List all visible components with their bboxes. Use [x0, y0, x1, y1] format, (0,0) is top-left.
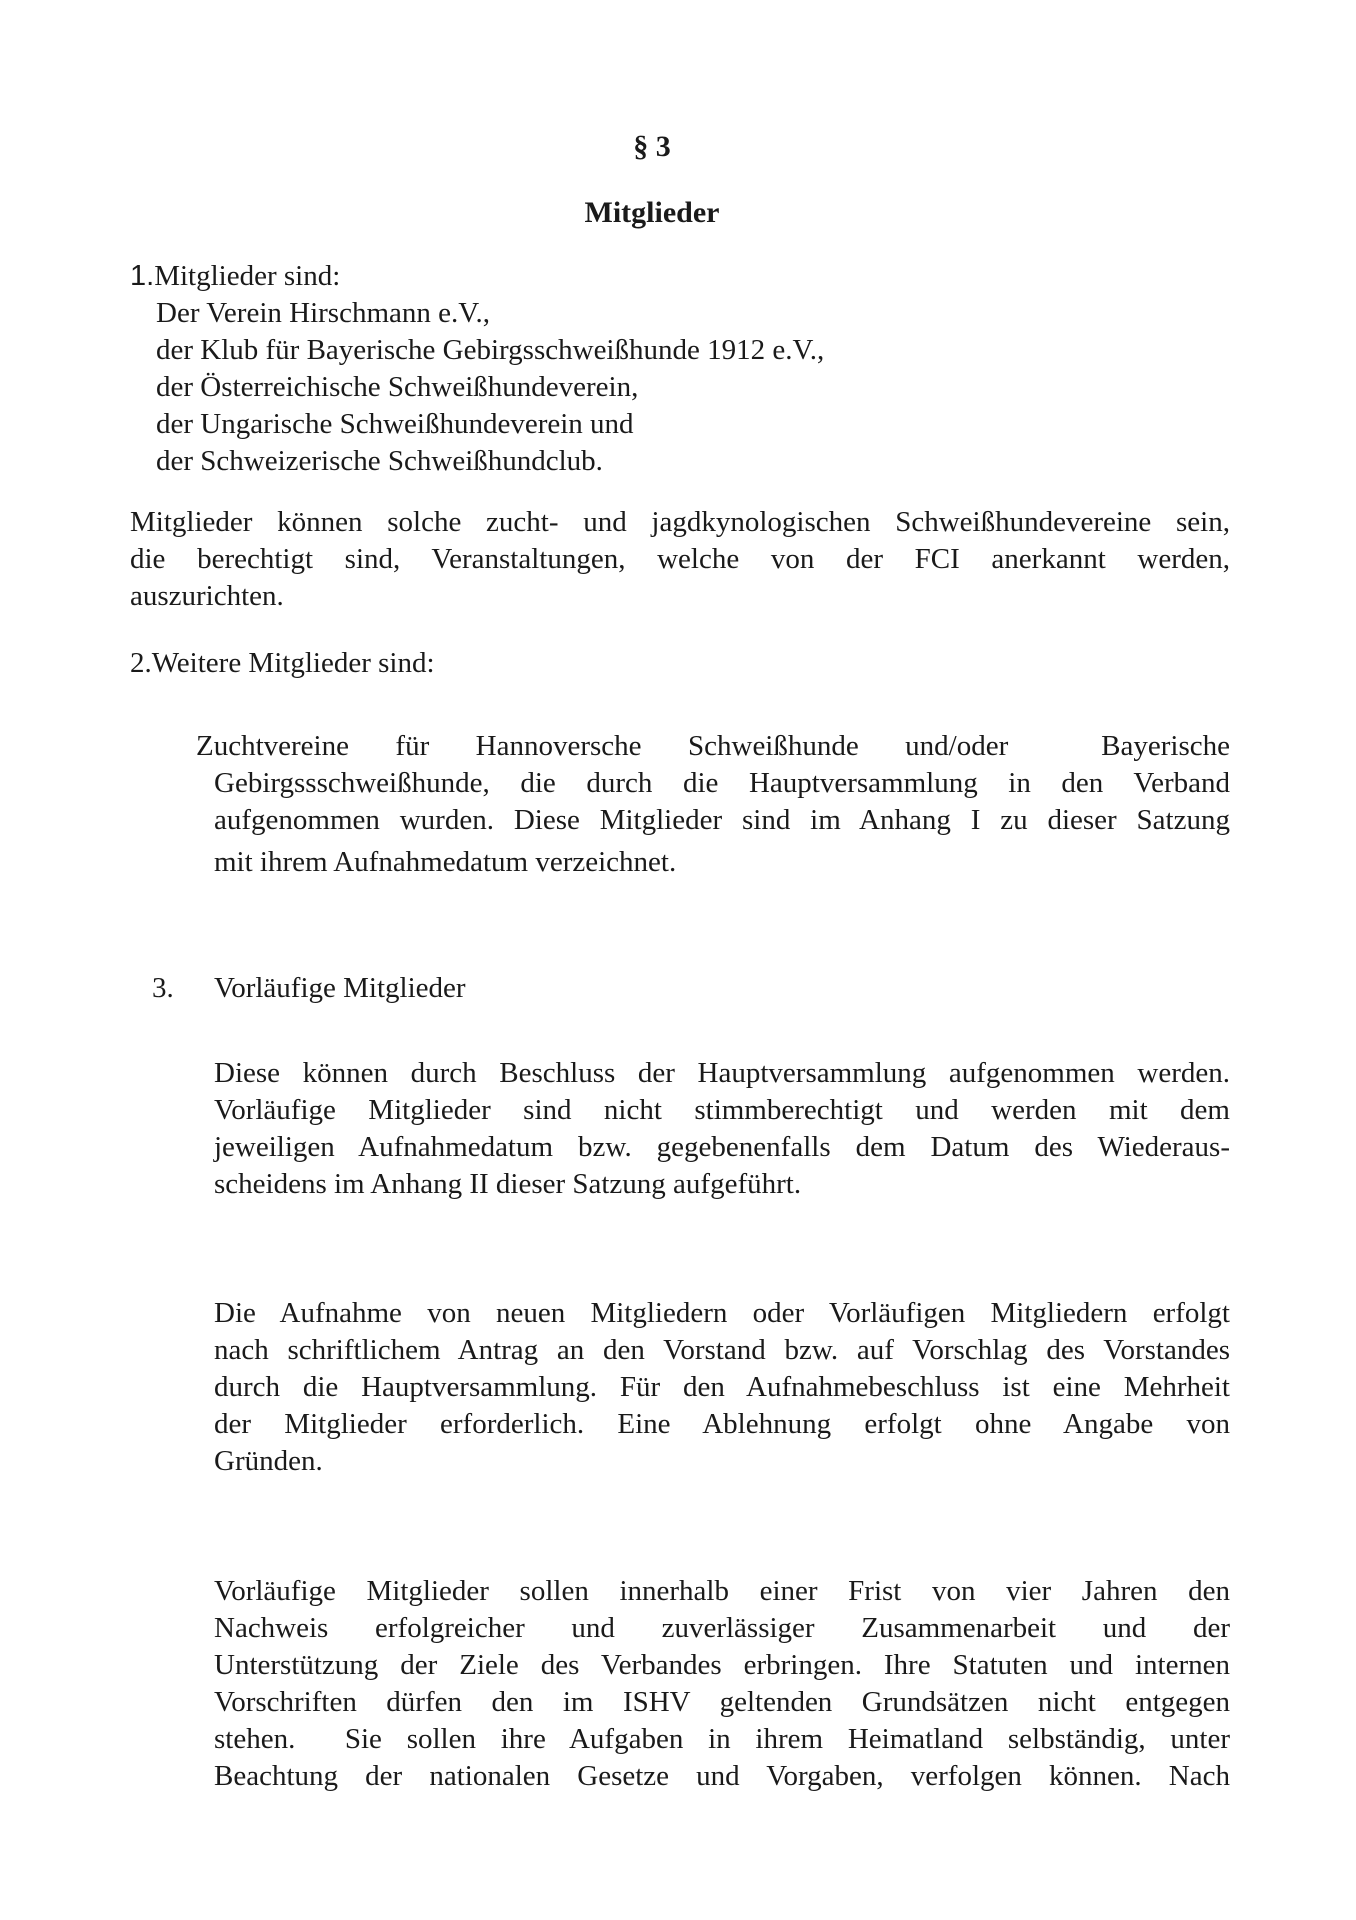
item-2-heading [130, 645, 435, 682]
item-1-number: 1. [130, 260, 155, 292]
paragraph-line: mit ihrem Aufnahmedatum verzeichnet. [214, 846, 677, 878]
paragraph-line: Nachweis erfolgreicher und zuverlässiger Zusammenarbeit und der [214, 1612, 1230, 1644]
paragraph-line: Die Aufnahme von neuen Mitgliedern oder Vorläufigen Mitgliedern erfolgt [214, 1297, 1230, 1329]
member-list-item: der Ungarische Schweißhundeverein und [156, 408, 634, 440]
paragraph-line: Beachtung der nationalen Gesetze und Vorgaben, verfolgen können. Nach [214, 1760, 1230, 1792]
paragraph-line: Gründen. [214, 1445, 323, 1477]
section-number: § 3 [633, 130, 671, 163]
paragraph-line: auszurichten. [130, 580, 284, 612]
paragraph-line: scheidens im Anhang II dieser Satzung aufgeführt. [214, 1168, 802, 1200]
paragraph-line: jeweiligen Aufnahmedatum bzw. gegebenenfalls dem Datum des Wiederaus- [214, 1131, 1230, 1163]
paragraph-line: durch die Hauptversammlung. Für den Aufnahmebeschluss ist eine Mehrheit [214, 1371, 1230, 1403]
item-3-paragraph-3 [214, 1573, 1230, 1795]
item-3-heading [152, 970, 174, 1007]
paragraph-line: aufgenommen wurden. Diese Mitglieder sind im Anhang I zu dieser Satzung [214, 804, 1230, 836]
paragraph-line: Zuchtvereine für Hannoversche Schweißhunde und/oder Bayerische [196, 730, 1230, 762]
paragraph-line: Vorschriften dürfen den im ISHV geltenden Grundsätzen nicht entgegen [214, 1686, 1230, 1718]
item-2-lead: Weitere Mitglieder sind: [151, 647, 435, 679]
item-2-number: 2. [130, 647, 152, 679]
item-1-lead: Mitglieder sind: [154, 260, 341, 292]
paragraph-line: Mitglieder können solche zucht- und jagdkynologischen Schweißhundevereine sein, [130, 506, 1230, 538]
paragraph-line: Vorläufige Mitglieder sollen innerhalb einer Frist von vier Jahren den [214, 1575, 1230, 1607]
item-3-paragraph-1 [214, 1055, 1230, 1203]
item-2-paragraph-last [214, 844, 676, 881]
paragraph-line: Gebirgssschweißhunde, die durch die Hauptversammlung in den Verband [214, 767, 1230, 799]
member-list-item: der Klub für Bayerische Gebirgsschweißhunde 1912 e.V., [156, 334, 825, 366]
item-2-paragraph [196, 728, 1230, 765]
item-1-heading [130, 258, 340, 295]
paragraph-line: nach schriftlichem Antrag an den Vorstand bzw. auf Vorschlag des Vorstandes [214, 1334, 1230, 1366]
item-2-paragraph-cont [214, 765, 1230, 839]
item-3-paragraph-2 [214, 1295, 1230, 1480]
paragraph-line: Unterstützung der Ziele des Verbandes erbringen. Ihre Statuten und internen [214, 1649, 1230, 1681]
member-list-item: der Schweizerische Schweißhundclub. [156, 445, 603, 477]
item-3-lead: Vorläufige Mitglieder [214, 972, 466, 1004]
member-list-item: der Österreichische Schweißhundeverein, [156, 371, 639, 403]
item-3-lead-wrap [214, 970, 466, 1007]
member-list-item: Der Verein Hirschmann e.V., [156, 297, 490, 329]
section-title: Mitglieder [584, 196, 720, 229]
item-1-paragraph [130, 504, 1230, 615]
paragraph-line: stehen. Sie sollen ihre Aufgaben in ihrem Heimatland selbständig, unter [214, 1723, 1230, 1755]
item-3-number: 3. [152, 972, 174, 1004]
paragraph-line: Diese können durch Beschluss der Hauptversammlung aufgenommen werden. [214, 1057, 1230, 1089]
member-list [156, 295, 824, 480]
paragraph-line: der Mitglieder erforderlich. Eine Ablehnung erfolgt ohne Angabe von [214, 1408, 1230, 1440]
paragraph-line: Vorläufige Mitglieder sind nicht stimmberechtigt und werden mit dem [214, 1094, 1230, 1126]
paragraph-line: die berechtigt sind, Veranstaltungen, welche von der FCI anerkannt werden, [130, 543, 1230, 575]
